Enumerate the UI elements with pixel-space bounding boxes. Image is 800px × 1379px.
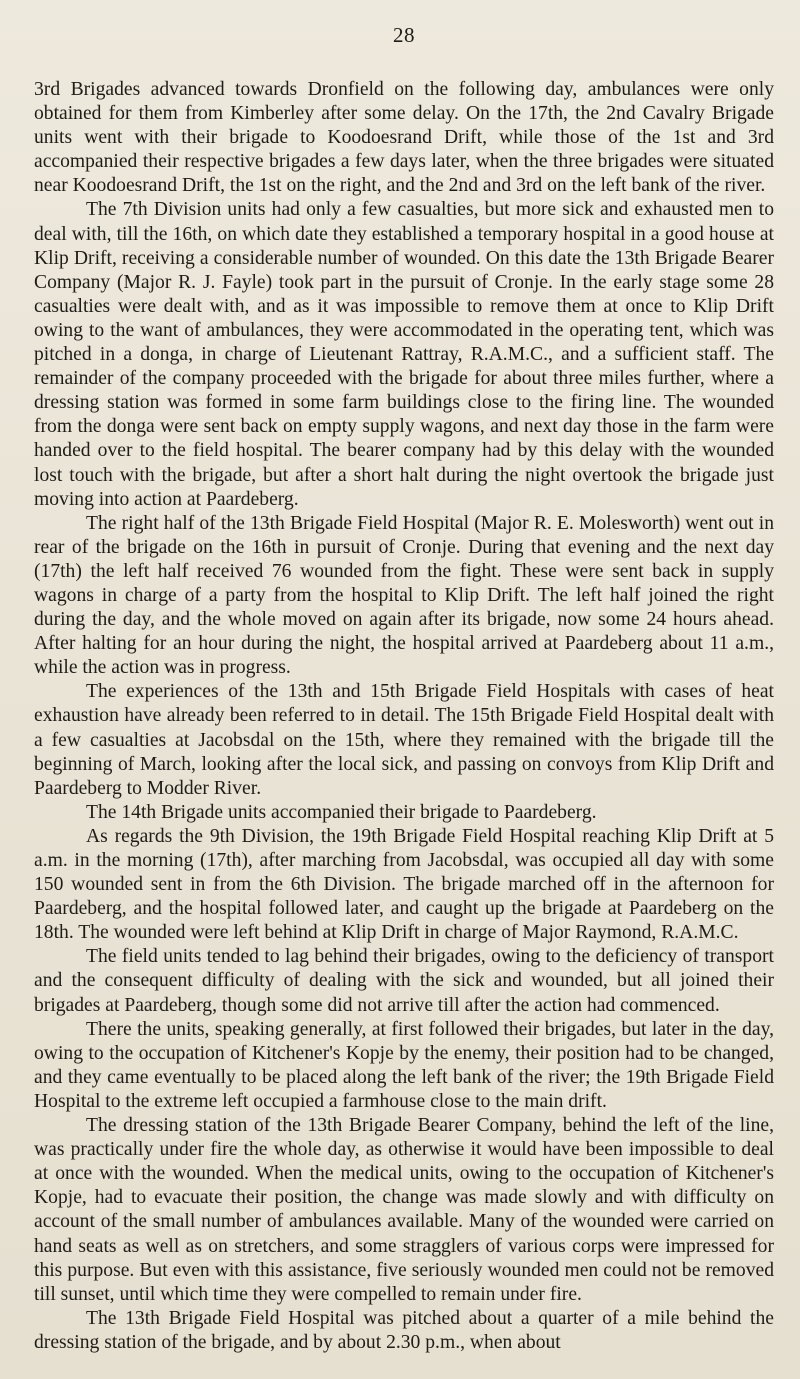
paragraph-6: As regards the 9th Division, the 19th Brigade Field Hospital reaching Klip Drift at 5 a.m. in the morning (17th), after marching from Jacobsdal, was occupied all day with some 150 wounded sent in from the 6th Division. The brigade marched off in the afternoon for Paardeberg, and the hospital followed later, and caught up the brigade at Paardeberg on the 18th. The wounded were left behind at Klip Drift in charge of Major Raymond, R.A.M.C. xyxy=(34,825,774,944)
page-number: 28 xyxy=(393,23,415,47)
body-text xyxy=(34,78,774,1355)
paragraph-7: The field units tended to lag behind their brigades, owing to the deficiency of transport and the consequent difficulty of dealing with the sick and wounded, but all joined their brigades at Paardeberg, though some did not arrive till after the action had commenced. xyxy=(34,946,774,1016)
paragraph-1: 3rd Brigades advanced towards Dronfield on the following day, ambulances were only obtained for them from Kimberley after some delay. On the 17th, the 2nd Cavalry Brigade units went with their brigade to Koodoesrand Drift, while those of the 1st and 3rd accompanied their respective brigades a few days later, when the three brigades were situated near Koodoesrand Drift, the 1st on the right, and the 2nd and 3rd on the left bank of the river. xyxy=(34,79,774,197)
paragraph-5: The 14th Brigade units accompanied their brigade to Paardeberg. xyxy=(86,801,597,823)
paragraph-9: The dressing station of the 13th Brigade Bearer Company, behind the left of the line, was practically under fire the whole day, as otherwise it would have been impossible to deal at once with the wounded. When the medical units, owing to the occupation of Kitchener's Kopje, had to evacuate their position, the change was made slowly and with difficulty on account of the small number of ambulances available. Many of the wounded were carried on hand seats as well as on stretchers, and some stragglers of various corps were impressed for this purpose. But even with this assistance, five seriously wounded men could not be removed till sunset, until which time they were compelled to remain under fire. xyxy=(34,1115,774,1305)
paragraph-3: The right half of the 13th Brigade Field Hospital (Major R. E. Molesworth) went out in rear of the brigade on the 16th in pursuit of Cronje. During that evening and the next day (17th) the left half received 76 wounded from the fight. These were sent back in supply wagons in charge of a party from the hospital to Klip Drift. The left half joined the right during the day, and the whole moved on again after its brigade, now some 24 hours ahead. After halting for an hour during the night, the hospital arrived at Paardeberg about 11 a.m., while the action was in progress. xyxy=(34,512,774,679)
paragraph-8: There the units, speaking generally, at first followed their brigades, but later in the day, owing to the occupation of Kitchener's Kopje by the enemy, their position had to be changed, and they came eventually to be placed along the left bank of the river; the 19th Brigade Field Hospital to the extreme left occupied a farmhouse close to the main drift. xyxy=(34,1018,774,1112)
paragraph-10: The 13th Brigade Field Hospital was pitched about a quarter of a mile behind the dressing station of the brigade, and by about 2.30 p.m., when about xyxy=(34,1307,774,1353)
paragraph-2: The 7th Division units had only a few casualties, but more sick and exhausted men to deal with, till the 16th, on which date they established a temporary hospital in a good house at Klip Drift, receiving a considerable number of wounded. On this date the 13th Brigade Bearer Company (Major R. J. Fayle) took part in the pursuit of Cronje. In the early stage some 28 casualties were dealt with, and as it was impossible to remove them at once to Klip Drift owing to the want of ambulances, they were accommodated in the operating tent, which was pitched in a donga, in charge of Lieutenant Rattray, R.A.M.C., and a sufficient staff. The remainder of the company proceeded with the brigade for about three miles further, where a dressing station was formed in some farm buildings close to the firing line. The wounded from the donga were sent back on empty supply wagons, and next day those in the farm were handed over to the field hospital. The bearer company had by this delay with the wounded lost touch with the brigade, but after a short halt during the night overtook the brigade just moving into action at Paardeberg. xyxy=(34,199,774,510)
paragraph-4: The experiences of the 13th and 15th Brigade Field Hospitals with cases of heat exhaustion have already been referred to in detail. The 15th Brigade Field Hospital dealt with a few casualties at Jacobsdal on the 15th, where they remained with the brigade till the beginning of March, looking after the local sick, and passing on convoys from Klip Drift and Paardeberg to Modder River. xyxy=(34,681,774,799)
